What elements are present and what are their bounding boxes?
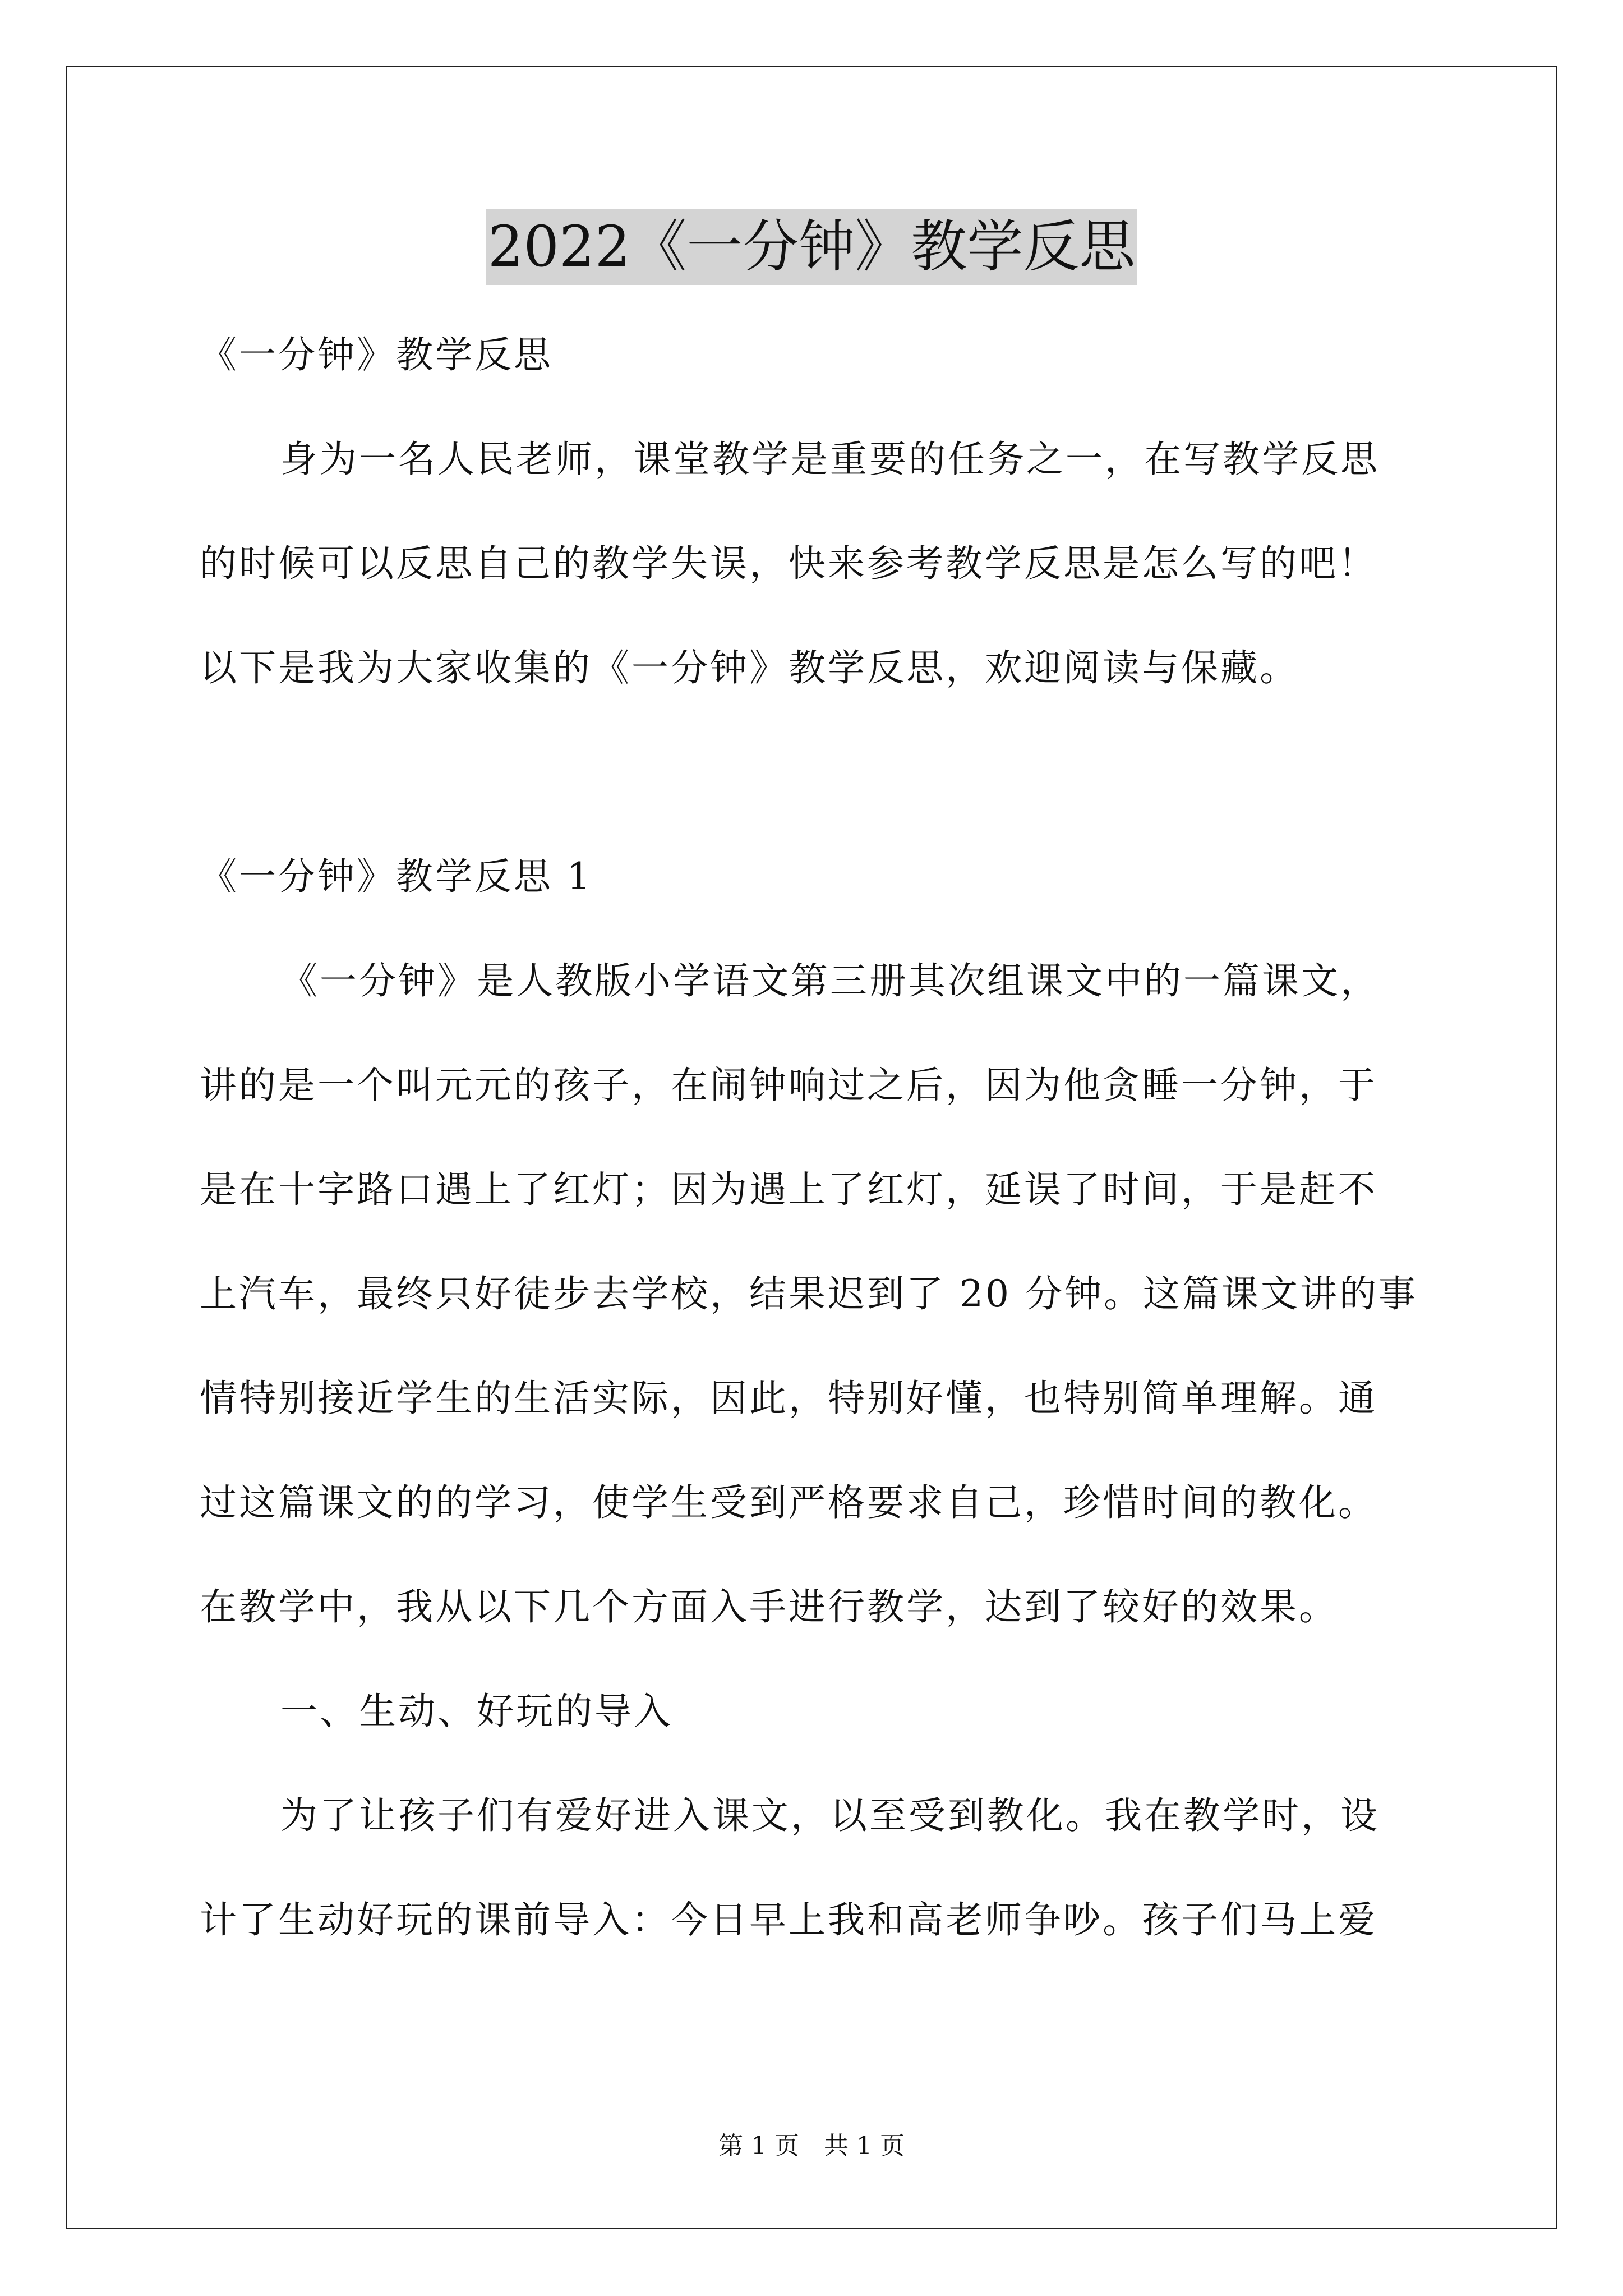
point-line: 计了生动好玩的课前导入：今日早上我和高老师争吵。孩子们马上爱: [200, 1898, 1377, 1941]
intro-line: 的时候可以反思自己的教学失误，快来参考教学反思是怎么写的吧！: [200, 542, 1377, 585]
body-line: 过这篇课文的的学习，使学生受到严格要求自己，珍惜时间的教化。: [200, 1481, 1377, 1524]
body-line: 上汽车，最终只好徒步去学校，结果迟到了 20 分钟。这篇课文讲的事: [200, 1272, 1418, 1315]
intro-line: 以下是我为大家收集的《一分钟》教学反思，欢迎阅读与保藏。: [200, 646, 1299, 689]
subtitle: 《一分钟》教学反思: [200, 333, 553, 376]
section-heading: 《一分钟》教学反思 1: [200, 855, 593, 898]
blank-line: [200, 720, 1433, 825]
body-line: 《一分钟》是人教版小学语文第三册其次组课文中的一篇课文，: [280, 959, 1380, 1002]
point-heading: 一、生动、好玩的导入: [280, 1690, 673, 1733]
document-title: 2022《一分钟》教学反思: [486, 209, 1138, 285]
title-container: [0, 209, 1623, 285]
body-line: 情特别接近学生的生活实际，因此，特别好懂，也特别简单理解。通: [200, 1377, 1377, 1420]
body-line: 讲的是一个叫元元的孩子，在闹钟响过之后，因为他贪睡一分钟，于: [200, 1064, 1377, 1107]
body-line: 是在十字路口遇上了红灯；因为遇上了红灯，延误了时间，于是赶不: [200, 1168, 1377, 1211]
document-body: [200, 303, 1433, 1972]
intro-line: 身为一名人民老师，课堂教学是重要的任务之一，在写教学反思: [280, 438, 1380, 481]
page-footer: 第 1 页 共 1 页: [718, 2132, 905, 2160]
body-line: 在教学中，我从以下几个方面入手进行教学，达到了较好的效果。: [200, 1585, 1338, 1628]
point-line: 为了让孩子们有爱好进入课文，以至受到教化。我在教学时，设: [280, 1794, 1380, 1837]
